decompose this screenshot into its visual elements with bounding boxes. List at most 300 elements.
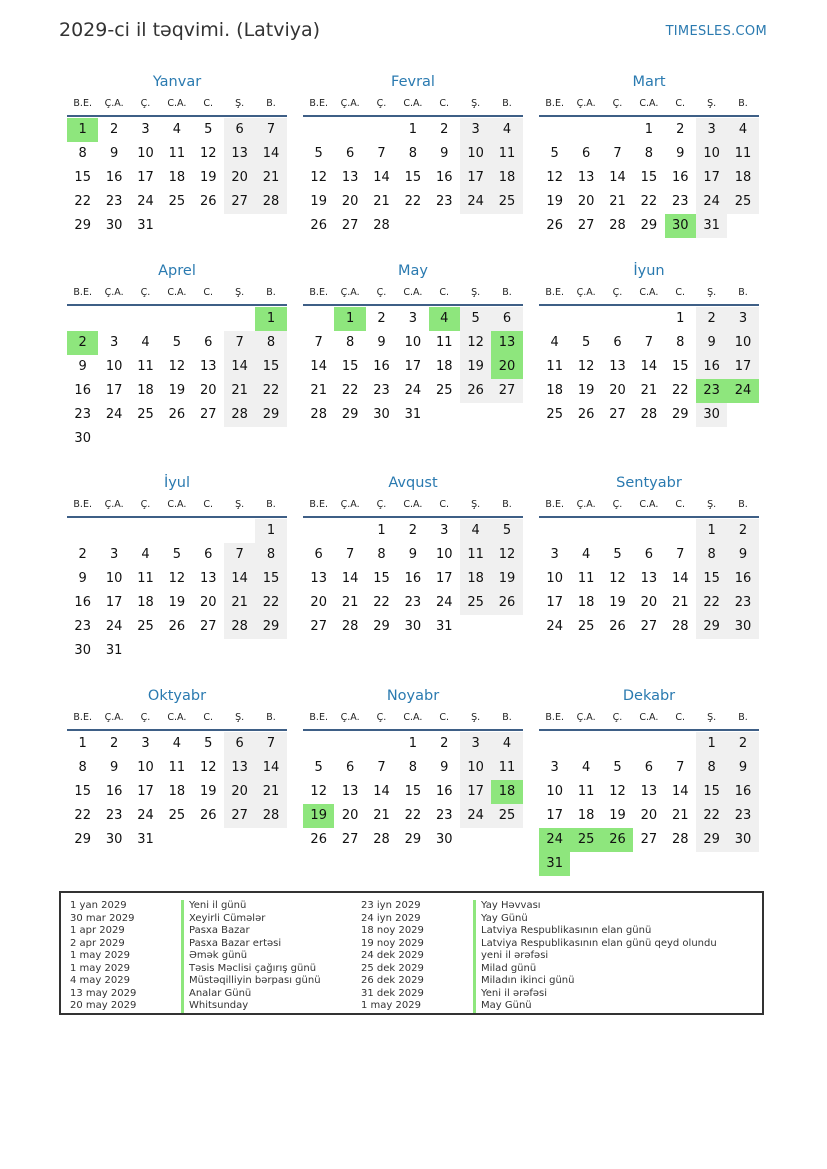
weekday-label: C.A. <box>167 98 187 109</box>
day-cell: 27 <box>310 619 327 634</box>
legend-holiday-name: Yay Həvvası <box>473 900 717 913</box>
day-cell: 28 <box>255 190 286 214</box>
month-6 <box>67 472 287 663</box>
day-cell: 14 <box>671 571 689 586</box>
month-3 <box>67 260 287 451</box>
empty-cell <box>67 519 98 543</box>
day-cell: 7 <box>255 732 286 756</box>
day-cell: 30 <box>435 832 453 847</box>
day-cell: 5 <box>491 519 522 543</box>
day-cell: 10 <box>696 142 727 166</box>
legend-date: 26 dek 2029 <box>361 975 424 986</box>
day-cell: 23 <box>74 407 91 422</box>
empty-cell <box>334 118 365 142</box>
day-cell: 21 <box>671 808 689 823</box>
weekday-label: C. <box>675 712 686 723</box>
weekday-label: B.E. <box>309 499 328 510</box>
day-cell: 26 <box>168 619 186 634</box>
day-cell: 4 <box>172 736 181 751</box>
legend-date: 30 mar 2029 <box>70 912 135 924</box>
empty-cell <box>303 732 334 756</box>
month-4 <box>303 260 523 427</box>
day-cell: 4 <box>141 335 150 350</box>
day-cell: 5 <box>204 736 213 751</box>
day-grid <box>67 732 287 852</box>
day-cell: 21 <box>224 591 255 615</box>
day-cell: 12 <box>310 170 327 185</box>
day-cell: 9 <box>696 331 727 355</box>
day-cell: 29 <box>341 407 359 422</box>
legend-holiday-name: Latviya Respublikasının elan günü <box>473 925 717 938</box>
day-grid <box>67 307 287 451</box>
legend-date: 1 may 2029 <box>70 950 130 961</box>
day-cell: 13 <box>341 170 359 185</box>
day-cell: 9 <box>676 146 685 161</box>
day-cell: 13 <box>199 359 217 374</box>
empty-cell <box>303 118 334 142</box>
legend-holiday-name: Xeyirli Cümələr <box>181 913 321 926</box>
weekday-label: Ç.A. <box>104 98 124 109</box>
day-cell: 8 <box>696 756 727 780</box>
day-cell: 3 <box>109 547 119 562</box>
empty-cell <box>130 307 161 331</box>
month-5 <box>539 260 759 427</box>
day-cell: 19 <box>609 595 626 610</box>
day-cell: 16 <box>74 595 91 610</box>
empty-cell <box>539 732 570 756</box>
day-cell: 5 <box>613 760 622 775</box>
day-cell: 13 <box>199 571 217 586</box>
day-cell: 19 <box>491 567 522 591</box>
day-cell: 26 <box>546 218 563 233</box>
day-cell: 10 <box>460 756 491 780</box>
empty-cell <box>602 118 633 142</box>
day-cell: 28 <box>640 407 658 422</box>
weekday-label: C.A. <box>403 98 423 109</box>
day-cell: 19 <box>168 383 186 398</box>
day-cell: 14 <box>255 142 286 166</box>
day-cell: 1 <box>377 523 386 538</box>
day-cell: 22 <box>404 194 422 209</box>
holiday-cell: 13 <box>491 331 522 355</box>
day-cell: 11 <box>491 142 522 166</box>
legend-names-right <box>473 900 717 1013</box>
day-cell: 22 <box>404 808 422 823</box>
weekday-label: Ç. <box>140 287 151 298</box>
weekday-label: Ş. <box>707 287 717 298</box>
day-cell: 19 <box>310 194 327 209</box>
legend-date: 2 apr 2029 <box>70 937 125 949</box>
day-cell: 28 <box>255 804 286 828</box>
day-cell: 12 <box>609 571 626 586</box>
day-cell: 16 <box>696 355 727 379</box>
weekday-label: Ş. <box>235 499 245 510</box>
day-cell: 10 <box>105 571 123 586</box>
day-cell: 16 <box>74 383 91 398</box>
day-cell: 22 <box>671 383 689 398</box>
legend-holiday-name: Analar Günü <box>181 988 321 1001</box>
day-cell: 3 <box>696 118 727 142</box>
weekday-label: Ç.A. <box>340 98 360 109</box>
weekday-label: Ş. <box>471 499 481 510</box>
empty-cell <box>665 732 696 756</box>
day-cell: 2 <box>109 736 119 751</box>
day-cell: 18 <box>577 595 595 610</box>
day-cell: 29 <box>696 615 727 639</box>
empty-cell <box>602 307 633 331</box>
weekday-label: C.A. <box>167 499 187 510</box>
weekday-label: B. <box>738 499 748 510</box>
holiday-cell: 24 <box>727 379 758 403</box>
day-cell: 26 <box>199 194 217 209</box>
weekday-label: Ç.A. <box>576 98 596 109</box>
day-cell: 14 <box>640 359 658 374</box>
day-grid <box>303 732 523 852</box>
day-cell: 17 <box>137 784 154 799</box>
legend-holiday-name: Pasxa Bazar <box>181 925 321 938</box>
day-cell: 17 <box>727 355 758 379</box>
weekday-label: Ş. <box>235 712 245 723</box>
weekday-label: Ş. <box>707 712 717 723</box>
day-cell: 18 <box>546 383 563 398</box>
weekday-label: B. <box>502 287 512 298</box>
weekday-label: Ç. <box>612 287 623 298</box>
day-cell: 16 <box>373 359 390 374</box>
day-cell: 11 <box>435 335 453 350</box>
day-cell: 10 <box>546 784 563 799</box>
weekday-label: B. <box>266 712 276 723</box>
day-cell: 9 <box>109 760 119 775</box>
day-cell: 14 <box>310 359 327 374</box>
empty-cell <box>98 307 129 331</box>
weekday-label: C. <box>439 287 450 298</box>
weekday-label: Ç. <box>376 287 387 298</box>
day-cell: 10 <box>137 146 154 161</box>
day-cell: 15 <box>74 784 91 799</box>
day-cell: 2 <box>727 519 758 543</box>
weekday-header <box>67 707 287 731</box>
empty-cell <box>334 519 365 543</box>
day-cell: 6 <box>644 760 653 775</box>
day-cell: 17 <box>460 780 491 804</box>
day-cell: 3 <box>141 122 150 137</box>
weekday-label: C. <box>203 712 214 723</box>
day-cell: 19 <box>460 355 491 379</box>
day-cell: 10 <box>404 335 422 350</box>
weekday-label: Ç.A. <box>104 499 124 510</box>
day-cell: 25 <box>168 808 186 823</box>
day-cell: 14 <box>609 170 626 185</box>
empty-cell <box>366 118 397 142</box>
day-cell: 17 <box>105 595 123 610</box>
empty-cell <box>334 732 365 756</box>
day-cell: 13 <box>310 571 327 586</box>
day-cell: 29 <box>74 218 91 233</box>
weekday-label: B.E. <box>545 287 564 298</box>
weekday-label: C.A. <box>639 287 659 298</box>
day-cell: 12 <box>460 331 491 355</box>
day-cell: 2 <box>78 547 87 562</box>
day-cell: 23 <box>105 194 123 209</box>
empty-cell <box>539 307 570 331</box>
day-cell: 16 <box>105 170 123 185</box>
day-cell: 6 <box>491 307 522 331</box>
day-cell: 27 <box>199 407 217 422</box>
weekday-header <box>303 494 523 518</box>
month-name: İyun <box>633 263 665 279</box>
day-cell: 11 <box>577 784 595 799</box>
weekday-label: B. <box>738 98 748 109</box>
legend-date: 24 iyn 2029 <box>361 912 421 924</box>
day-cell: 25 <box>727 190 758 214</box>
weekday-header <box>67 93 287 117</box>
day-cell: 25 <box>137 619 154 634</box>
weekday-label: C. <box>675 287 686 298</box>
day-cell: 8 <box>408 760 417 775</box>
weekday-label: C.A. <box>639 499 659 510</box>
weekday-label: C. <box>203 287 214 298</box>
day-cell: 26 <box>199 808 217 823</box>
day-cell: 14 <box>373 170 390 185</box>
empty-cell <box>602 732 633 756</box>
empty-cell <box>303 307 334 331</box>
day-cell: 16 <box>727 567 758 591</box>
legend-date: 25 dek 2029 <box>361 962 424 974</box>
day-cell: 15 <box>255 567 286 591</box>
day-cell: 5 <box>581 335 591 350</box>
day-cell: 4 <box>581 547 591 562</box>
day-cell: 4 <box>491 118 522 142</box>
day-grid <box>67 118 287 238</box>
legend-holiday-name: Milad günü <box>473 963 717 976</box>
legend-date: 24 dek 2029 <box>361 950 424 961</box>
day-cell: 25 <box>546 407 563 422</box>
day-cell: 27 <box>224 190 255 214</box>
day-cell: 21 <box>341 595 359 610</box>
day-cell: 4 <box>141 547 150 562</box>
day-cell: 18 <box>491 166 522 190</box>
day-cell: 3 <box>141 736 150 751</box>
day-cell: 21 <box>373 194 390 209</box>
day-cell: 3 <box>550 760 559 775</box>
day-cell: 17 <box>546 595 563 610</box>
weekday-label: Ç. <box>612 712 623 723</box>
day-cell: 15 <box>640 170 658 185</box>
weekday-label: Ş. <box>707 499 717 510</box>
day-cell: 6 <box>581 146 591 161</box>
holiday-cell: 4 <box>429 307 460 331</box>
empty-cell <box>161 307 192 331</box>
site-link[interactable]: TIMESLES.COM <box>665 24 767 39</box>
empty-cell <box>224 519 255 543</box>
day-cell: 4 <box>460 519 491 543</box>
empty-cell <box>633 732 664 756</box>
day-cell: 13 <box>609 359 626 374</box>
day-cell: 7 <box>224 331 255 355</box>
day-cell: 28 <box>341 619 359 634</box>
day-cell: 8 <box>377 547 386 562</box>
legend-holiday-name: Əmək günü <box>181 950 321 963</box>
legend-date: 1 may 2029 <box>361 1000 421 1011</box>
day-cell: 11 <box>137 359 154 374</box>
day-cell: 21 <box>640 383 658 398</box>
weekday-label: Ş. <box>471 98 481 109</box>
day-cell: 31 <box>696 214 727 238</box>
legend-holiday-name: Təsis Məclisi çağırış günü <box>181 963 321 976</box>
weekday-label: B.E. <box>73 98 92 109</box>
day-cell: 24 <box>137 808 154 823</box>
day-cell: 1 <box>644 122 653 137</box>
weekday-label: C. <box>675 98 686 109</box>
day-cell: 23 <box>373 383 390 398</box>
month-name: Noyabr <box>386 688 440 704</box>
day-cell: 7 <box>345 547 355 562</box>
day-cell: 7 <box>644 335 653 350</box>
day-cell: 30 <box>74 431 91 446</box>
weekday-label: B. <box>738 712 748 723</box>
weekday-label: C.A. <box>167 287 187 298</box>
day-cell: 6 <box>644 547 653 562</box>
weekday-label: C.A. <box>403 287 423 298</box>
empty-cell <box>193 307 224 331</box>
day-cell: 13 <box>640 784 658 799</box>
weekday-label: C. <box>439 712 450 723</box>
day-cell: 12 <box>609 784 626 799</box>
day-cell: 9 <box>78 571 87 586</box>
day-cell: 8 <box>345 335 355 350</box>
day-cell: 7 <box>676 547 685 562</box>
holiday-cell: 25 <box>570 828 601 852</box>
day-cell: 20 <box>577 194 595 209</box>
day-cell: 10 <box>105 359 123 374</box>
day-cell: 13 <box>224 756 255 780</box>
day-cell: 21 <box>609 194 626 209</box>
month-name: Dekabr <box>622 688 676 704</box>
weekday-label: C. <box>675 499 686 510</box>
day-cell: 16 <box>435 784 453 799</box>
weekday-label: Ç.A. <box>576 287 596 298</box>
month-name: Avqust <box>388 475 438 491</box>
holiday-cell: 1 <box>67 118 98 142</box>
day-cell: 24 <box>404 383 422 398</box>
day-cell: 20 <box>640 595 658 610</box>
weekday-label: C. <box>203 98 214 109</box>
day-cell: 31 <box>435 619 453 634</box>
empty-cell <box>67 307 98 331</box>
holiday-cell: 20 <box>491 355 522 379</box>
day-cell: 2 <box>377 311 386 326</box>
legend-holiday-name: Miladın ikinci günü <box>473 975 717 988</box>
day-cell: 2 <box>727 732 758 756</box>
day-cell: 20 <box>224 780 255 804</box>
month-0 <box>67 71 287 238</box>
day-cell: 28 <box>224 615 255 639</box>
legend-dates-right <box>361 900 424 1013</box>
day-cell: 7 <box>613 146 622 161</box>
day-cell: 9 <box>727 756 758 780</box>
day-cell: 12 <box>577 359 595 374</box>
day-cell: 29 <box>373 619 390 634</box>
day-cell: 12 <box>546 170 563 185</box>
weekday-label: B. <box>502 712 512 723</box>
day-cell: 30 <box>105 218 123 233</box>
day-cell: 13 <box>224 142 255 166</box>
month-9 <box>67 685 287 852</box>
day-grid <box>303 118 523 238</box>
day-cell: 22 <box>255 379 286 403</box>
legend-date: 19 noy 2029 <box>361 937 424 949</box>
day-cell: 22 <box>640 194 658 209</box>
day-cell: 30 <box>696 403 727 427</box>
weekday-label: Ç. <box>140 712 151 723</box>
day-cell: 23 <box>435 194 453 209</box>
day-cell: 29 <box>404 832 422 847</box>
day-cell: 17 <box>696 166 727 190</box>
empty-cell <box>98 519 129 543</box>
weekday-header <box>539 494 759 518</box>
weekday-header <box>539 282 759 306</box>
month-1 <box>303 71 523 238</box>
weekday-label: C.A. <box>403 499 423 510</box>
weekday-label: B.E. <box>309 712 328 723</box>
empty-cell <box>633 519 664 543</box>
day-cell: 25 <box>491 190 522 214</box>
day-cell: 23 <box>727 591 758 615</box>
day-cell: 11 <box>168 146 186 161</box>
legend-holiday-name: Yeni il günü <box>181 900 321 913</box>
weekday-label: B.E. <box>309 98 328 109</box>
day-cell: 27 <box>341 832 359 847</box>
legend-holiday-name: May Günü <box>473 1000 717 1013</box>
day-cell: 24 <box>105 407 123 422</box>
day-cell: 9 <box>440 146 449 161</box>
day-cell: 6 <box>224 732 255 756</box>
weekday-label: Ç.A. <box>576 499 596 510</box>
day-cell: 27 <box>609 407 626 422</box>
month-name: May <box>398 263 428 279</box>
day-cell: 8 <box>78 146 87 161</box>
day-grid <box>303 519 523 639</box>
day-cell: 12 <box>199 760 217 775</box>
day-cell: 22 <box>696 804 727 828</box>
day-cell: 27 <box>491 379 522 403</box>
day-cell: 28 <box>310 407 327 422</box>
day-cell: 29 <box>74 832 91 847</box>
holiday-cell: 30 <box>665 214 696 238</box>
day-cell: 28 <box>373 832 390 847</box>
weekday-label: Ç.A. <box>340 499 360 510</box>
month-2 <box>539 71 759 238</box>
day-cell: 5 <box>204 122 213 137</box>
day-cell: 11 <box>168 760 186 775</box>
day-cell: 14 <box>255 756 286 780</box>
weekday-label: B.E. <box>73 712 92 723</box>
day-cell: 16 <box>727 780 758 804</box>
weekday-header <box>303 282 523 306</box>
day-cell: 8 <box>696 543 727 567</box>
day-cell: 9 <box>727 543 758 567</box>
weekday-label: Ç. <box>376 98 387 109</box>
day-cell: 15 <box>373 571 390 586</box>
day-cell: 28 <box>224 403 255 427</box>
weekday-header <box>303 707 523 731</box>
day-cell: 9 <box>408 547 417 562</box>
legend-holiday-name: Latviya Respublikasının elan günü qeyd olundu <box>473 938 717 951</box>
day-cell: 17 <box>546 808 563 823</box>
day-cell: 22 <box>74 194 91 209</box>
legend-dates-left <box>70 900 136 1013</box>
weekday-label: B. <box>502 499 512 510</box>
